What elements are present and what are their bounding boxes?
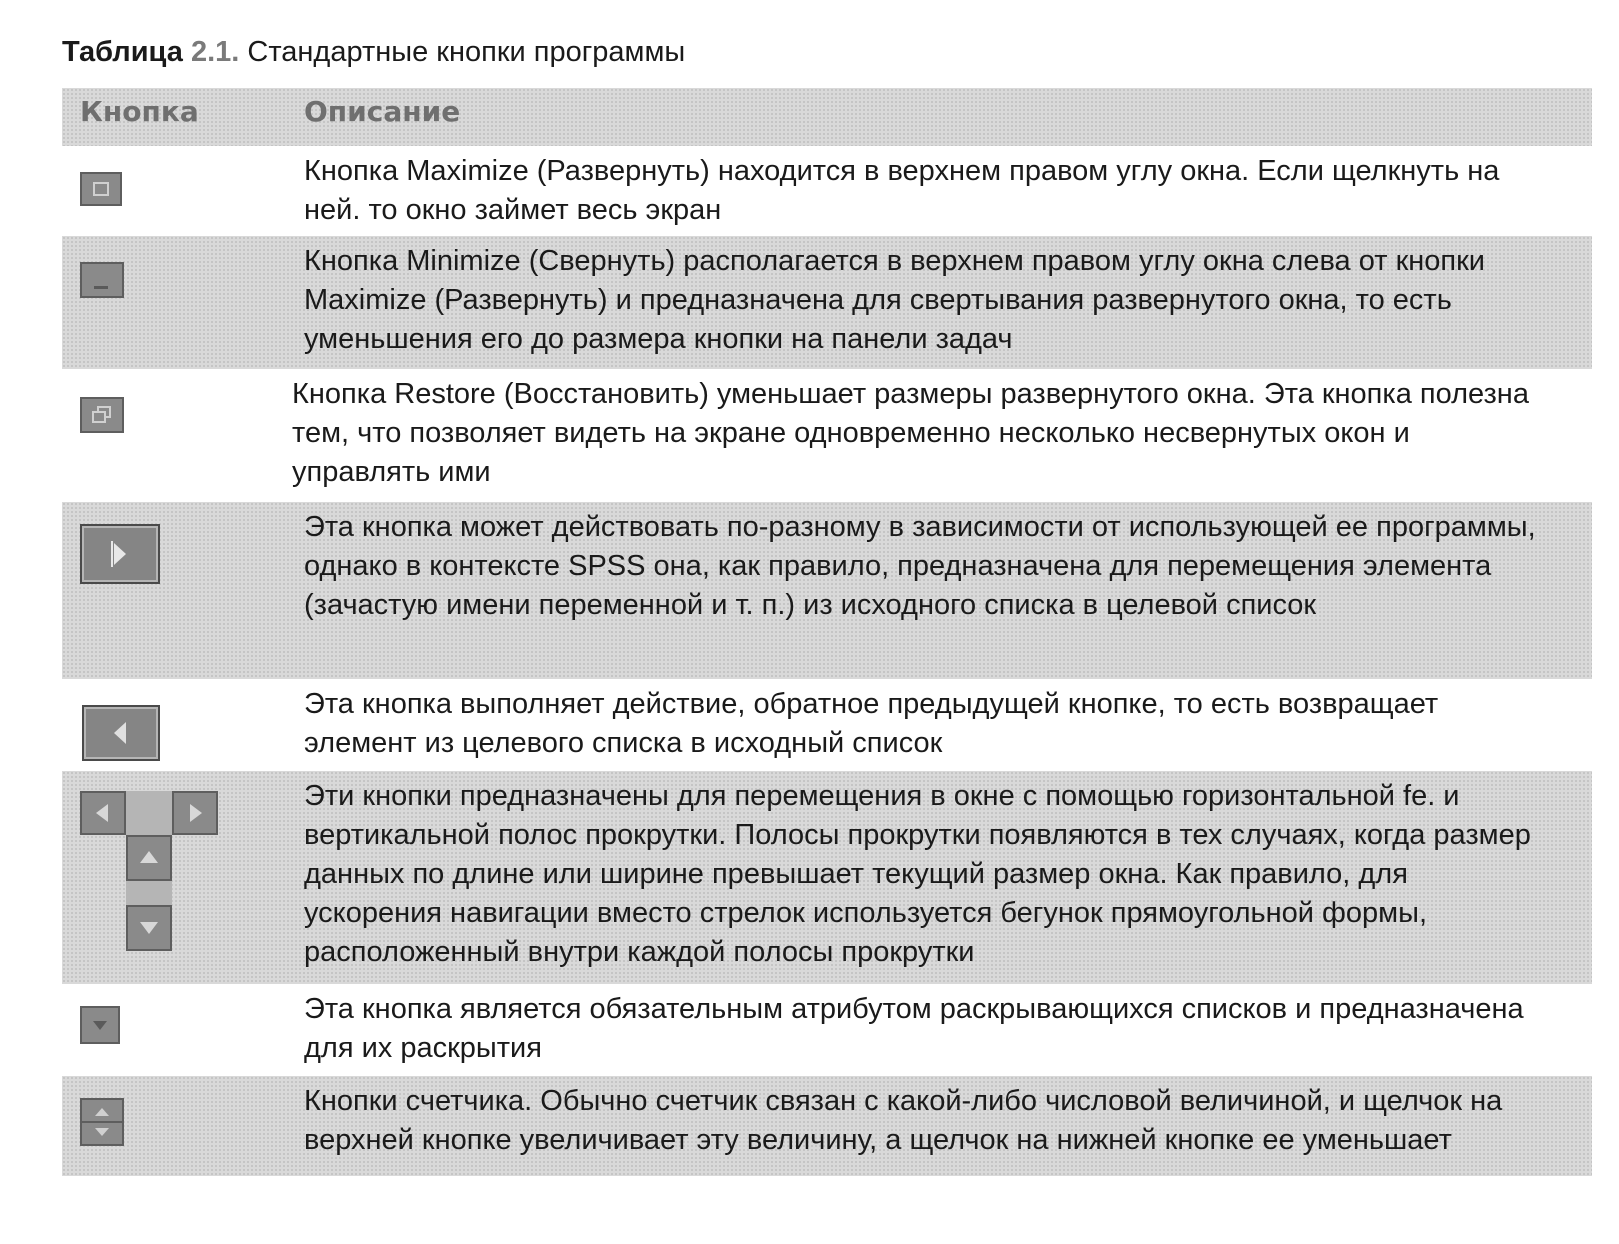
table-row <box>62 771 1592 984</box>
row-description: Эта кнопка является обязательным атрибутом раскрывающихся списков и предназначена для их раскрытия <box>304 993 1524 1064</box>
caption-number: 2.1. <box>190 36 240 68</box>
row-description: Кнопки счетчика. Обычно счетчик связан с какой-либо числовой величиной, и щелчок на верхней кнопке увеличивает эту величину, а щелчок на нижней кнопке ее уменьшает <box>304 1085 1503 1156</box>
table-row <box>62 1076 1592 1176</box>
row-description: Эта кнопка может действовать по-разному в зависимости от использующей ее программы, однако в контексте SPSS она, как правило, предназначена для перемещения элемента (зачастую имени переменной и т. п.) из исходного списка в целевой список <box>304 511 1536 621</box>
caption-text: Стандартные кнопки программы <box>247 36 686 68</box>
table-header <box>62 88 1592 146</box>
header-button: Кнопка <box>80 95 199 128</box>
table-row <box>62 369 1592 502</box>
table-row <box>62 679 1592 771</box>
table-row <box>62 146 1592 236</box>
header-description: Описание <box>304 95 461 128</box>
row-description: Кнопка Minimize (Свернуть) располагается в верхнем правом углу окна слева от кнопки Maximize (Развернуть) и предназначена для свертывания развернутого окна, то есть уменьшения его до размера кнопки на панели задач <box>304 245 1485 355</box>
table-row <box>62 236 1592 369</box>
buttons-table <box>62 88 1592 1176</box>
row-description: Эти кнопки предназначены для перемещения в окне с помощью горизонтальной fe. и вертикальной полос прокрутки. Полосы прокрутки появляются в тех случаях, когда размер данных по длине или ширине превышает текущий размер окна. Как правило, для ускорения навигации вместо стрелок используется бегунок прямоугольной формы, расположенный внутри каждой полосы прокрутки <box>304 780 1531 968</box>
row-description: Кнопка Maximize (Развернуть) находится в верхнем правом углу окна. Если щелкнуть на ней. то окно займет весь экран <box>304 155 1500 226</box>
table-row <box>62 984 1592 1076</box>
row-description: Эта кнопка выполняет действие, обратное предыдущей кнопке, то есть возвращает элемент из целевого списка в исходный список <box>304 688 1439 759</box>
table-row <box>62 502 1592 679</box>
row-description: Кнопка Restore (Восстановить) уменьшает размеры развернутого окна. Эта кнопка полезна тем, что позволяет видеть на экране одновременно несколько несвернутых окон и управлять ими <box>292 378 1529 488</box>
caption-label: Таблица <box>62 36 183 68</box>
table-caption <box>62 32 685 72</box>
